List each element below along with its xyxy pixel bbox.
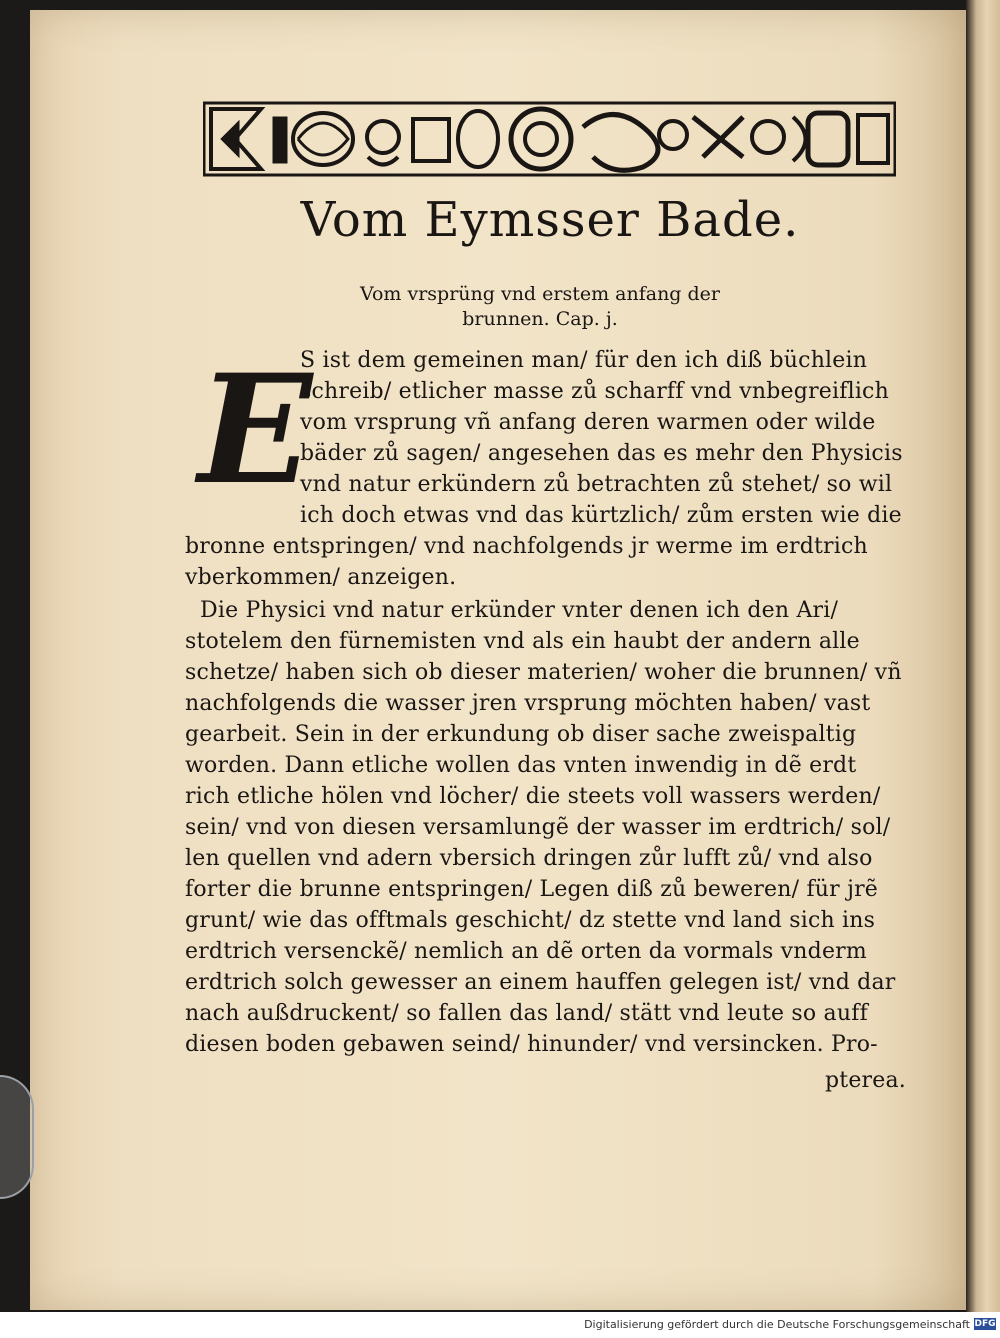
text-line: vnd natur erkündern zů betrachten zů stehet/ so wil — [300, 472, 893, 497]
text-line: erdtrich solch gewesser an einem hauffen gelegen ist/ vnd dar — [185, 970, 896, 995]
text-line: bäder zů sagen/ angesehen das es mehr den Physicis — [300, 441, 903, 466]
chapter-heading-line-1: Vom vrsprüng vnd erstem anfang der — [360, 283, 720, 305]
drop-cap-initial: E — [198, 342, 313, 518]
text-line: len quellen vnd adern vbersich dringen zůr lufft zů/ vnd also — [185, 846, 873, 871]
facing-page-edge — [966, 0, 1000, 1312]
text-line: sein/ vnd von diesen versamlungẽ der wasser im erdtrich/ sol/ — [185, 815, 891, 840]
text-line: ich doch etwas vnd das kürtzlich/ zům ersten wie die — [300, 503, 902, 528]
text-line: rich etliche hölen vnd löcher/ die steets voll wassers werden/ — [185, 784, 881, 809]
chapter-heading — [330, 282, 750, 332]
dfg-logo: DFG — [974, 1319, 996, 1329]
text-line: S ist dem gemeinen man/ für den ich diß büchlein — [300, 348, 868, 373]
woodcut-ornament-border — [203, 97, 896, 181]
text-line: erdtrich versenckẽ/ nemlich an dẽ orten da vormals vnderm — [185, 939, 867, 964]
chapter-heading-line-2: brunnen. Cap. j. — [462, 308, 618, 330]
text-line: vberkommen/ anzeigen. — [185, 565, 457, 590]
text-line: vom vrsprung vñ anfang deren warmen oder wilde — [300, 410, 876, 435]
funding-credit: Digitalisierung gefördert durch die Deutsche Forschungsgemeinschaft — [584, 1318, 970, 1331]
text-line: schreib/ etlicher masse zů scharff vnd vnbegreiflich — [300, 379, 889, 404]
text-line: grunt/ wie das offtmals geschicht/ dz stette vnd land sich ins — [185, 908, 876, 933]
page-title: Vom Eymsser Bade. — [300, 192, 800, 248]
text-line: nachfolgends die wasser jren vrsprung möchten haben/ vast — [185, 691, 871, 716]
text-line: gearbeit. Sein in der erkundung ob diser sache zweispaltig — [185, 722, 857, 747]
text-line: schetze/ haben sich ob dieser materien/ woher die brunnen/ vñ — [185, 660, 902, 685]
footer-bar — [0, 1312, 1000, 1338]
text-line: worden. Dann etliche wollen das vnten inwendig in dẽ erdt — [185, 753, 857, 778]
text-line: stotelem den fürnemisten vnd als ein haubt der andern alle — [185, 629, 860, 654]
text-line: Die Physici vnd natur erkünder vnter denen ich den Ari/ — [200, 598, 839, 623]
text-line: diesen boden gebawen seind/ hinunder/ vnd versincken. Pro- — [185, 1032, 878, 1057]
catchword: pterea. — [825, 1068, 906, 1093]
text-line: forter die brunne entspringen/ Legen diß zů beweren/ für jrẽ — [185, 877, 879, 902]
text-line: bronne entspringen/ vnd nachfolgends jr werme im erdtrich — [185, 534, 868, 559]
text-line: nach außdruckent/ so fallen das land/ stätt vnd leute so auff — [185, 1001, 868, 1026]
page-clip-icon — [0, 1075, 34, 1199]
